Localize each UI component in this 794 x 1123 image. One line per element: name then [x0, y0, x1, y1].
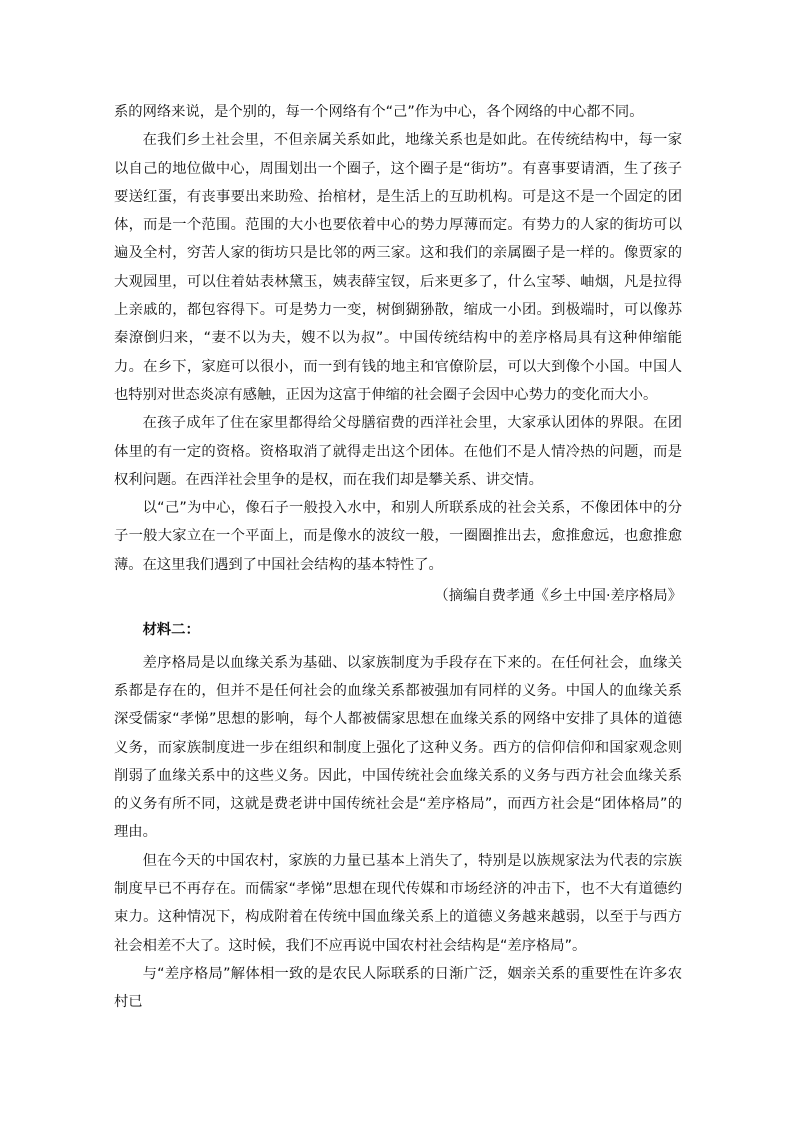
source-citation: （摘编自费孝通《乡土中国·差序格局》 [434, 588, 682, 605]
paragraph-dissolution: 与“差序格局”解体相一致的是农民人际联系的日渐广泛，姻亲关系的重要性在许多农村已 [114, 965, 682, 1011]
section-heading: 材料二： [142, 622, 200, 639]
paragraph-continuation: 系的网络来说，是个别的，每一个网络有个“己”作为中心，各个网络的中心都不同。 [114, 104, 644, 120]
paragraph-western-society: 在孩子成年了住在家里都得给父母膳宿费的西洋社会里，大家承认团体的界限。在团体里的有一定的资格。资格取消了就得走出这个团体。在他们不是人情冷热的问题，而是权利问题。在西洋社会里争的是权，而在我们却是攀关系、讲交情。 [114, 415, 682, 488]
paragraph-ripple-metaphor: 以“己”为中心，像石子一般投入水中，和别人所联系成的社会关系，不像团体中的分子一般大家立在一个平面上，而是像水的波纹一般，一圈圈推出去，愈推愈远，也愈推愈薄。在这里我们遇到了中国社会结构的基本特性了。 [114, 500, 682, 573]
paragraph-neighborhood: 在我们乡土社会里，不但亲属关系如此，地缘关系也是如此。在传统结构中，每一家以自己的地位做中心，周围划出一个圈子，这个圈子是“街坊”。有喜事要请酒，生了孩子要送红蛋，有丧事要出来助殓、抬棺材，是生活上的互助机构。可是这不是一个固定的团体，而是一个范围。范围的大小也要依着中心的势力厚薄而定。有势力的人家的街坊可以遍及全村，穷苦人家的街坊只是比邻的两三家。这和我们的亲属圈子是一样的。像贾家的大观园里，可以住着姑表林黛玉，姨表薛宝钗，后来更多了，什么宝琴、岫烟，凡是拉得上亲戚的，都包容得下。可是势力一变，树倒猢狲散，缩成一小团。到极端时，可以像苏秦潦倒归来，“妻不以为夫，嫂不以为叔”。中国传统结构中的差序格局具有这种伸缩能力。在乡下，家庭可以很小，而一到有钱的地主和官僚阶层，可以大到像个小国。中国人也特别对世态炎凉有感触，正因为这富于伸缩的社会圈子会因中心势力的变化而大小。 [114, 132, 682, 403]
paragraph-modern-village: 但在今天的中国农村，家族的力量已基本上消失了，特别是以族规家法为代表的宗族制度早已不再存在。而儒家“孝悌”思想在现代传媒和市场经济的冲击下，也不大有道德约束力。这种情况下，构成附着在传统中国血缘关系上的道德义务越来越弱，以至于与西方社会相差不大了。这时候，我们不应再说中国农村社会结构是“差序格局”。 [114, 852, 682, 954]
document-page [114, 98, 682, 1017]
paragraph-blood-relations: 差序格局是以血缘关系为基础、以家族制度为手段存在下来的。在任何社会，血缘关系都是存在的，但并不是任何社会的血缘关系都被强加有同样的义务。中国人的血缘关系深受儒家“孝悌”思想的影响，每个人都被儒家思想在血缘关系的网络中安排了具体的道德义务，而家族制度进一步在组织和制度上强化了这种义务。西方的信仰信仰和国家观念则削弱了血缘关系中的这些义务。因此，中国传统社会血缘关系的义务与西方社会血缘关系的义务有所不同，这就是费老讲中国传统社会是“差序格局”，而西方社会是“团体格局”的理由。 [114, 654, 682, 841]
